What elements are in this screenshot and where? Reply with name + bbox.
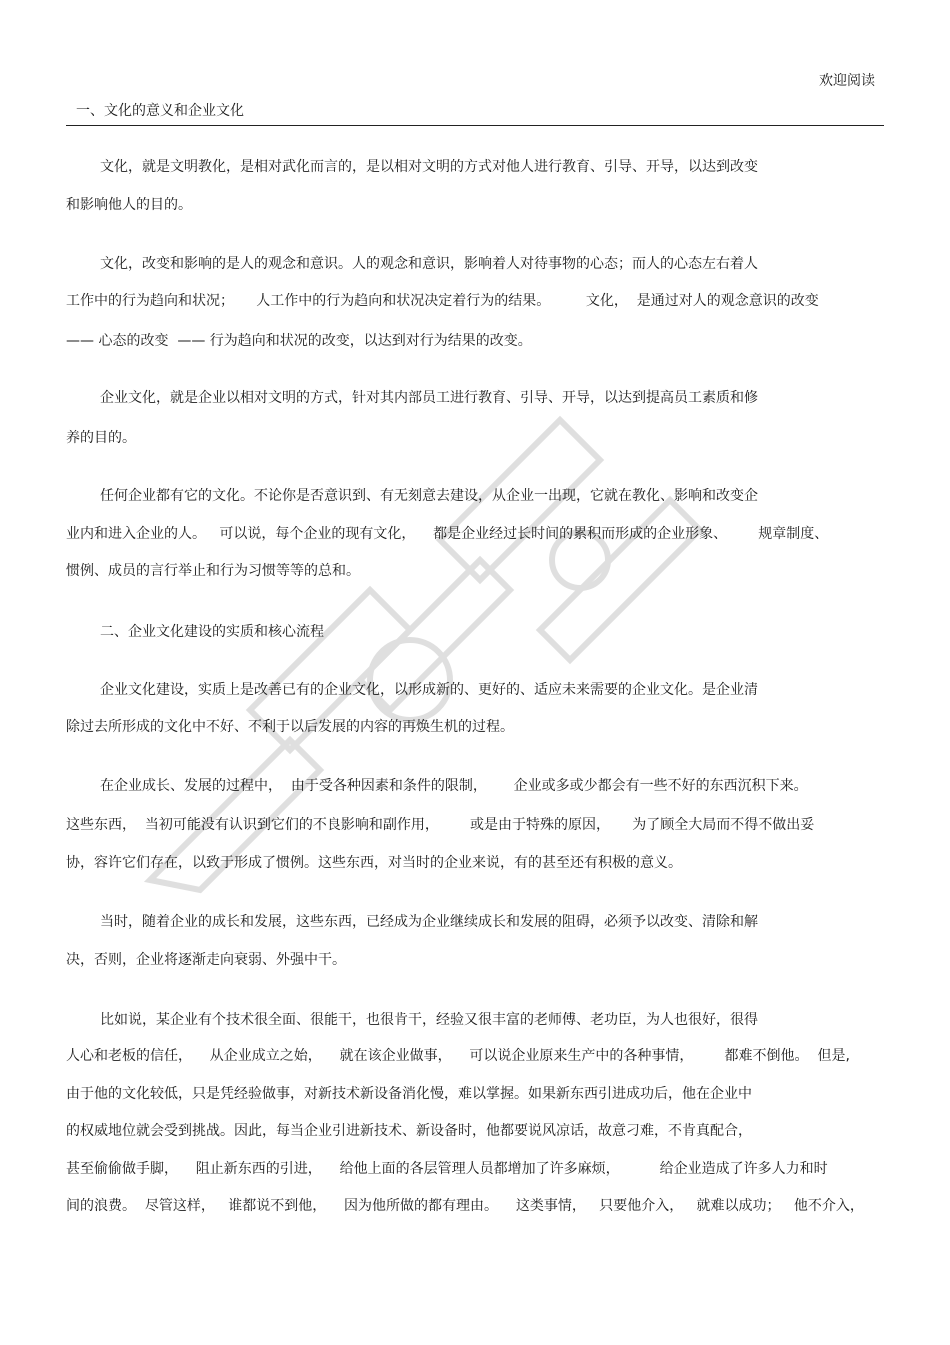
- paragraph-line: 企业文化建设，实质上是改善已有的企业文化，以形成新的、更好的、适应未来需要的企业文化。是企业清: [100, 682, 758, 698]
- header-welcome-text: 欢迎阅读: [819, 73, 875, 89]
- paragraph-line: —— 心态的改变 —— 行为趋向和状况的改变，以达到对行为结果的改变。: [66, 333, 532, 349]
- paragraph-line: 养的目的。: [66, 430, 136, 446]
- section-heading: 二、企业文化建设的实质和核心流程: [100, 624, 324, 640]
- paragraph-line: 和影响他人的目的。: [66, 197, 192, 213]
- paragraph-line: 工作中的行为趋向和状况； 人工作中的行为趋向和状况决定着行为的结果。 文化， 是通过对人的观念意识的改变: [66, 293, 819, 309]
- paragraph-line: 这些东西， 当初可能没有认识到它们的不良影响和副作用， 或是由于特殊的原因， 为了顾全大局而不得不做出妥: [66, 817, 815, 833]
- paragraph-line: 任何企业都有它的文化。不论你是否意识到、有无刻意去建设，从企业一出现，它就在教化、影响和改变企: [100, 488, 758, 504]
- paragraph-line: 当时，随着企业的成长和发展，这些东西，已经成为企业继续成长和发展的阻碍，必须予以改变、清除和解: [100, 914, 758, 930]
- paragraph-line: 文化，改变和影响的是人的观念和意识。人的观念和意识，影响着人对待事物的心态；而人的心态左右着人: [100, 256, 758, 272]
- paragraph-line: 比如说，某企业有个技术很全面、很能干，也很肯干，经验又很丰富的老师傅、老功臣，为人也很好，很得: [100, 1012, 758, 1028]
- paragraph-line: 人心和老板的信任， 从企业成立之始， 就在该企业做事， 可以说企业原来生产中的各种事情， 都难不倒他。 但是,: [66, 1048, 850, 1064]
- section-title: 一、文化的意义和企业文化: [76, 103, 244, 119]
- paragraph-line: 的权威地位就会受到挑战。因此，每当企业引进新技术、新设备时，他都要说风凉话，故意刁难，不肯真配合，: [66, 1123, 752, 1139]
- paragraph-line: 业内和进入企业的人。 可以说，每个企业的现有文化， 都是企业经过长时间的累积而形成的企业形象、 规章制度、: [66, 526, 829, 542]
- paragraph-line: 由于他的文化较低，只是凭经验做事，对新技术新设备消化慢，难以掌握。如果新东西引进成功后，他在企业中: [66, 1086, 752, 1102]
- paragraph-line: 除过去所形成的文化中不好、不利于以后发展的内容的再焕生机的过程。: [66, 719, 514, 735]
- header-divider: [66, 125, 884, 126]
- paragraph-line: 甚至偷偷做手脚， 阻止新东西的引进， 给他上面的各层管理人员都增加了许多麻烦， 给企业造成了许多人力和时: [66, 1161, 828, 1177]
- paragraph-line: 决，否则，企业将逐渐走向衰弱、外强中干。: [66, 952, 346, 968]
- paragraph-line: 企业文化，就是企业以相对文明的方式，针对其内部员工进行教育、引导、开导，以达到提高员工素质和修: [100, 390, 758, 406]
- paragraph-line: 文化，就是文明教化，是相对武化而言的，是以相对文明的方式对他人进行教育、引导、开导，以达到改变: [100, 159, 758, 175]
- paragraph-line: 协，容许它们存在，以致于形成了惯例。这些东西，对当时的企业来说，有的甚至还有积极的意义。: [66, 855, 682, 871]
- paragraph-line: 间的浪费。 尽管这样， 谁都说不到他， 因为他所做的都有理由。 这类事情， 只要他介入， 就难以成功； 他不介入，: [66, 1198, 864, 1214]
- paragraph-line: 在企业成长、发展的过程中， 由于受各种因素和条件的限制， 企业或多或少都会有一些不好的东西沉积下来。: [100, 778, 808, 794]
- paragraph-line: 惯例、成员的言行举止和行为习惯等等的总和。: [66, 563, 360, 579]
